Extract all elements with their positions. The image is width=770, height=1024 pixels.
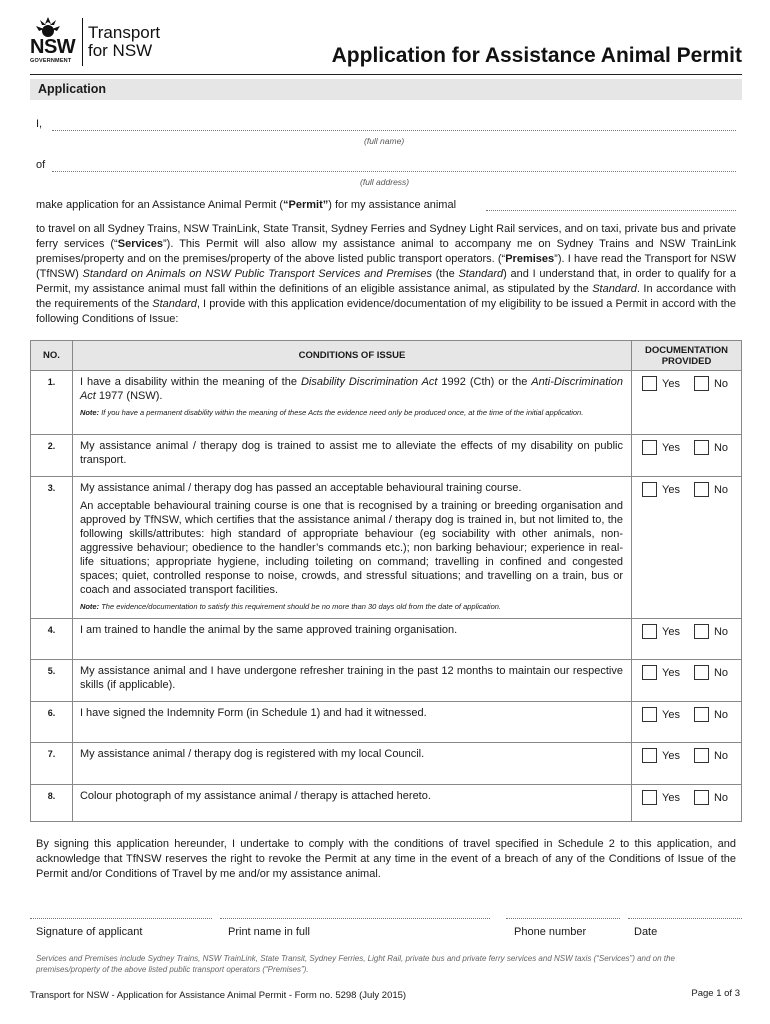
date-label: Date: [634, 926, 658, 938]
table-row: [31, 619, 742, 660]
yes-no-group: [642, 440, 741, 455]
permit-term: “Permit”: [283, 199, 329, 211]
page-header: [30, 14, 742, 76]
yes-label: Yes: [662, 708, 680, 721]
date-field[interactable]: [628, 918, 742, 919]
condition-text: My assistance animal and I have undergone refresher training in the past 12 months to maintain our respective skills (if applicable).: [79, 665, 623, 691]
condition-text: My assistance animal / therapy dog is registered with my local Council.: [79, 748, 425, 760]
note-label: Note:: [79, 408, 100, 417]
row-number: 8.: [31, 785, 73, 822]
condition-cell: [72, 435, 631, 477]
phone-number-field[interactable]: [506, 918, 620, 919]
condition-text: My assistance animal / therapy dog has passed an acceptable behavioural training course.: [79, 482, 522, 494]
para-text-4: (the: [432, 268, 459, 280]
conditions-table: [30, 340, 742, 822]
condition-text: I have signed the Indemnity Form (in Schedule 1) and had it witnessed.: [79, 707, 427, 719]
table-row: [31, 660, 742, 702]
condition-cell: [72, 477, 631, 619]
para-text-5: ) and I understand that, in order to qualify for a Permit, my assistance animal must fall within the definitions of an eligible assistance animal, as stipulated by the: [36, 268, 736, 295]
assistance-animal-field[interactable]: [486, 210, 736, 211]
yes-label: Yes: [662, 441, 680, 454]
condition-detail: An acceptable behavioural training course is one that is recognised by a training or breeding organisation and approved by TfNSW, which certifies that the assistance animal / therapy dog is trained in, but not limited to, the following skills/attributes: high standard of appropriate behaviour (eg sociability with other animals, non-aggressive behaviour; obedience to the handler’s commands etc.); non barking behaviour; experience in real-life situations; appropriate hygiene, including toileting on command; travelling in confined and congested spaces; quiet, controlled response to noise, crowds, and stressful situations; and travelling on a train, bus or coach and associated transport facilities.: [79, 500, 623, 596]
no-checkbox[interactable]: [694, 707, 709, 722]
documentation-cell: [632, 785, 742, 822]
table-row: [31, 371, 742, 435]
header-no: NO.: [31, 341, 73, 371]
full-address-hint: (full address): [360, 177, 410, 187]
yes-checkbox[interactable]: [642, 624, 657, 639]
condition-note: [80, 601, 623, 612]
footer-form-info: Transport for NSW - Application for Assistance Animal Permit - Form no. 5298 (July 2015): [30, 990, 407, 1001]
yes-no-group: [642, 624, 741, 639]
page-number: Page 1 of 3: [691, 988, 740, 999]
condition-1-part-2: 1992 (Cth) or the: [437, 376, 532, 388]
yes-no-group: [642, 748, 741, 763]
full-name-field[interactable]: [52, 130, 736, 131]
no-checkbox[interactable]: [694, 440, 709, 455]
condition-cell: [72, 702, 631, 743]
table-row: [31, 743, 742, 785]
row-number: 2.: [31, 435, 73, 477]
yes-checkbox[interactable]: [642, 707, 657, 722]
condition-cell: [72, 660, 631, 702]
no-checkbox[interactable]: [694, 624, 709, 639]
row-number: 4.: [31, 619, 73, 660]
yes-label: Yes: [662, 377, 680, 390]
documentation-cell: [632, 702, 742, 743]
name-label: I,: [36, 118, 43, 130]
intro-line: [36, 199, 456, 211]
phone-number-label: Phone number: [514, 926, 587, 938]
condition-text: Colour photograph of my assistance animal / therapy is attached hereto.: [79, 790, 431, 802]
no-label: No: [713, 377, 729, 390]
ada-act-title: Anti-Discrimination Act: [79, 376, 623, 402]
note-text: If you have a permanent disability within the meaning of these Acts the evidence need only be produced once, at the time of the initial application.: [99, 408, 584, 417]
header-rule: [30, 74, 742, 75]
yes-label: Yes: [662, 483, 680, 496]
table-header-row: [31, 341, 742, 371]
signature-field[interactable]: [30, 918, 212, 919]
row-number: 5.: [31, 660, 73, 702]
yes-label: Yes: [662, 625, 680, 638]
table-row: [31, 785, 742, 822]
documentation-cell: [632, 660, 742, 702]
documentation-cell: [632, 477, 742, 619]
yes-no-group: [642, 482, 741, 497]
documentation-cell: [632, 371, 742, 435]
condition-1-part-3: 1977 (NSW).: [95, 390, 163, 402]
condition-note: [80, 407, 623, 418]
no-checkbox[interactable]: [694, 376, 709, 391]
row-number: 1.: [31, 371, 73, 435]
yes-no-group: [642, 707, 741, 722]
full-name-hint: (full name): [364, 136, 405, 146]
no-label: No: [713, 666, 729, 679]
condition-text: My assistance animal / therapy dog is trained to assist me to alleviate the effects of my disability on public transport.: [79, 440, 623, 466]
no-label: No: [713, 625, 729, 638]
para-text-6: . In accordance with the requirements of the: [36, 283, 736, 310]
intro-post: ) for my assistance animal: [328, 199, 457, 211]
condition-cell: [72, 743, 631, 785]
logo-agency-name: [88, 24, 160, 60]
no-label: No: [713, 441, 729, 454]
section-title: Application: [38, 82, 107, 96]
row-number: 6.: [31, 702, 73, 743]
condition-text: I am trained to handle the animal by the same approved training organisation.: [79, 624, 458, 636]
row-number: 3.: [31, 477, 73, 619]
note-label: Note:: [79, 602, 100, 611]
premises-term: Premises: [505, 253, 555, 265]
section-bar: [30, 79, 742, 100]
signature-label: Signature of applicant: [36, 926, 143, 938]
row-number: 7.: [31, 743, 73, 785]
para-text-1: to travel on all Sydney Trains, NSW TrainLink, State Transit, Sydney Ferries and Sydney Light Rail services, and on taxi, private bus and private ferry services (“: [36, 223, 736, 250]
logo-divider: [82, 18, 83, 66]
documentation-cell: [632, 743, 742, 785]
print-name-label: Print name in full: [228, 926, 310, 938]
nsw-logo: [30, 14, 180, 70]
services-term: Services: [117, 238, 163, 250]
documentation-cell: [632, 435, 742, 477]
condition-cell: [72, 785, 631, 822]
standard-title: Standard on Animals on NSW Public Transport Services and Premises: [82, 268, 433, 280]
yes-label: Yes: [662, 749, 680, 762]
logo-name-line1: Transport: [88, 23, 161, 42]
logo-government-text: GOVERNMENT: [30, 58, 72, 64]
waratah-icon: [34, 16, 62, 38]
document-title: Application for Assistance Animal Permit: [331, 44, 742, 67]
logo-name-line2: for NSW: [88, 41, 153, 60]
yes-checkbox[interactable]: [642, 376, 657, 391]
yes-label: Yes: [662, 791, 680, 804]
table-row: [31, 702, 742, 743]
yes-checkbox[interactable]: [642, 482, 657, 497]
no-checkbox[interactable]: [694, 482, 709, 497]
header-documentation: DOCUMENTATION PROVIDED: [632, 341, 742, 371]
standard-term-3: Standard: [152, 298, 197, 310]
footnote: Services and Premises include Sydney Trains, NSW TrainLink, State Transit, Sydney Ferries, Light Rail, private bus and private ferry services and NSW taxis (“Services”) and on the premises/property of the above listed public transport operators (“Premises”).: [36, 954, 675, 974]
table-row: [31, 477, 742, 619]
standard-term: Standard: [458, 268, 504, 280]
para-text-7: , I provide with this application evidence/documentation of my eligibility to be issued a Permit in accord with the following Conditions of Issue:: [36, 298, 736, 325]
condition-1-part-1: I have a disability within the meaning of the: [79, 376, 301, 388]
standard-term-2: Standard: [592, 283, 637, 295]
condition-text: [80, 375, 623, 403]
full-address-field[interactable]: [52, 171, 736, 172]
dda-act-title: Disability Discrimination Act: [300, 376, 438, 388]
table-row: [31, 435, 742, 477]
yes-checkbox[interactable]: [642, 440, 657, 455]
para-text-3: ”). I have read the Transport for NSW (TfNSW): [36, 253, 736, 280]
note-text: The evidence/documentation to satisfy this requirement should be no more than 30 days old from the date of application.: [99, 602, 502, 611]
yes-checkbox[interactable]: [642, 790, 657, 805]
header-conditions: CONDITIONS OF ISSUE: [72, 341, 631, 371]
yes-label: Yes: [662, 666, 680, 679]
no-checkbox[interactable]: [694, 665, 709, 680]
yes-checkbox[interactable]: [642, 748, 657, 763]
condition-cell: [72, 371, 631, 435]
address-label: of: [36, 159, 46, 171]
documentation-cell: [632, 619, 742, 660]
no-label: No: [713, 708, 729, 721]
yes-no-group: [642, 665, 741, 680]
condition-cell: [72, 619, 631, 660]
main-paragraph: [36, 222, 736, 327]
yes-no-group: [642, 376, 741, 391]
para-text-2: ”). This Permit will also allow my assistance animal to accompany me on Sydney Trains and NSW TrainLink premises/property and on the premises/property of the above listed public transport operators. (“: [36, 238, 737, 265]
logo-nsw-text: NSW: [30, 36, 76, 58]
no-checkbox[interactable]: [694, 748, 709, 763]
intro-pre: make application for an Assistance Animal Permit (: [36, 199, 284, 211]
no-label: No: [713, 483, 729, 496]
yes-checkbox[interactable]: [642, 665, 657, 680]
declaration-paragraph: By signing this application hereunder, I undertake to comply with the conditions of travel specified in Schedule 2 to this application, and acknowledge that TfNSW reserves the right to revoke the Permit at any time in the event of a breach of any of the Conditions of Issue of the Permit and/or Conditions of Travel by me and/or my assistance animal.: [36, 838, 736, 880]
yes-no-group: [642, 790, 741, 805]
no-label: No: [713, 791, 729, 804]
print-name-field[interactable]: [220, 918, 490, 919]
no-checkbox[interactable]: [694, 790, 709, 805]
no-label: No: [713, 749, 729, 762]
